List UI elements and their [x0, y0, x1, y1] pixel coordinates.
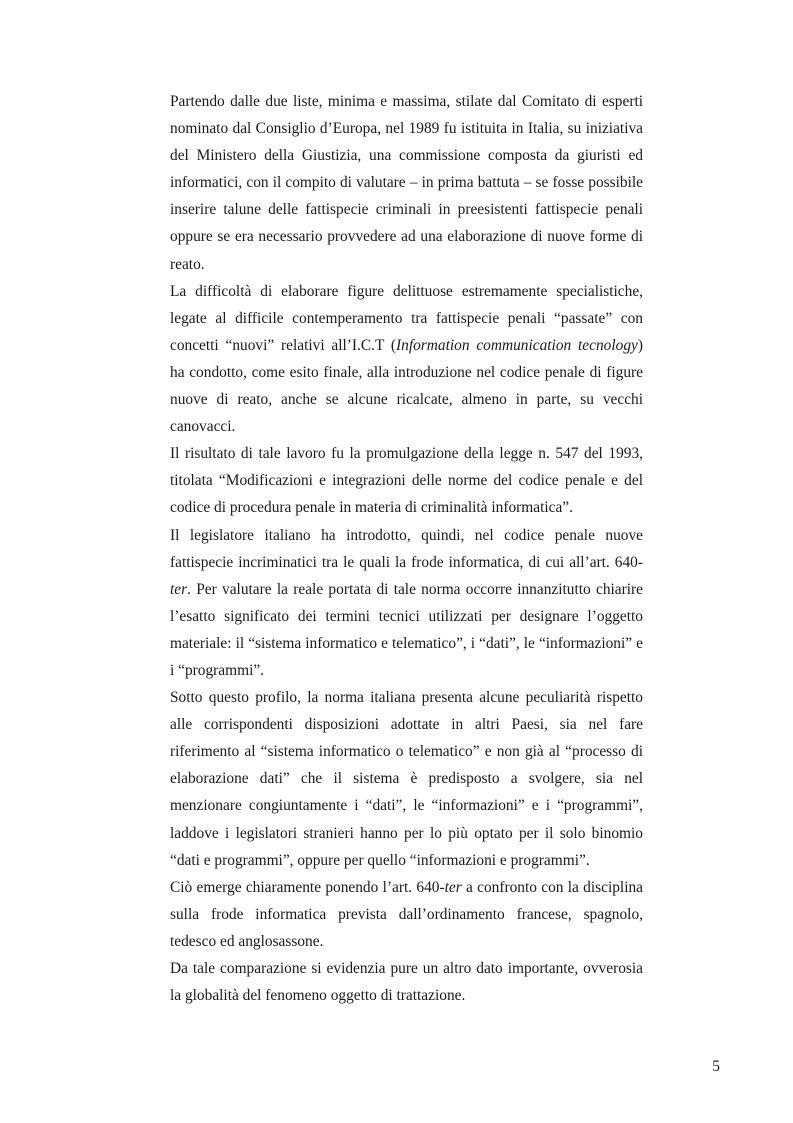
text-run: Sotto questo profilo, la norma italiana presenta alcune peculiarità rispetto alle corrispondenti disposizioni adottate in altri Paesi, sia nel fare riferimento al “sistema informatico o telematico” e non già al “processo di elaborazione dati” che il sistema è predisposto a svolgere, sia nel menzionare congiuntamente i “dati”, le “informazioni” e i “programmi”, laddove i legislatori stranieri hanno per lo più optato per il solo binomio “dati e programmi”, oppure per quello “informazioni e programmi”. [170, 689, 643, 869]
text-run: Ciò emerge chiaramente ponendo l’art. 640- [170, 878, 445, 896]
text-run: Il legislatore italiano ha introdotto, quindi, nel codice penale nuove fattispecie incriminatici tra le quali la frode informatica, di cui all’art. 640- [170, 526, 643, 571]
text-run: La difficoltà di elaborare figure delittuose estremamente specialistiche, legate al difficile contemperamento tra fattispecie penali “passate” con concetti “nuovi” relativi all’I.C.T ( [170, 282, 643, 354]
paragraph [170, 684, 643, 874]
italic-text-run: Information communication tecnology [396, 336, 638, 354]
text-run: Da tale comparazione si evidenzia pure un altro dato importante, ovverosia la globalità del fenomeno oggetto di trattazione. [170, 960, 643, 1005]
page-number: 5 [712, 1058, 720, 1075]
text-run: a confronto con la disciplina sulla frode informatica prevista dall’ordinamento francese, spagnolo, tedesco ed anglosassone. [170, 878, 643, 950]
paragraph [170, 955, 643, 1009]
document-body [170, 88, 643, 1009]
paragraph [170, 278, 643, 441]
paragraph [170, 874, 643, 955]
italic-text-run: ter [444, 878, 462, 896]
paragraph [170, 522, 643, 685]
paragraph [170, 440, 643, 521]
text-run: Il risultato di tale lavoro fu la promulgazione della legge n. 547 del 1993, titolata “Modificazioni e integrazioni delle norme del codice penale e del codice di procedura penale in materia di criminalità informatica”. [170, 445, 643, 517]
italic-text-run: ter [170, 580, 188, 598]
paragraph [170, 88, 643, 278]
text-run: . Per valutare la reale portata di tale norma occorre innanzitutto chiarire l’esatto significato dei termini tecnici utilizzati per designare l’oggetto materiale: il “sistema informatico e telematico”, i “dati”, le “informazioni” e i “programmi”. [170, 580, 643, 679]
text-run: ) ha condotto, come esito finale, alla introduzione nel codice penale di figure nuove di reato, anche se alcune ricalcate, almeno in parte, su vecchi canovacci. [170, 336, 643, 436]
text-run: Partendo dalle due liste, minima e massima, stilate dal Comitato di esperti nominato dal Consiglio d’Europa, nel 1989 fu istituita in Italia, su iniziativa del Ministero della Giustizia, una commissione composta da giuristi ed informatici, con il compito di valutare – in prima battuta – se fosse possibile inserire talune delle fattispecie criminali in preesistenti fattispecie penali oppure se era necessario provvedere ad una elaborazione di nuove forme di reato. [170, 93, 643, 273]
